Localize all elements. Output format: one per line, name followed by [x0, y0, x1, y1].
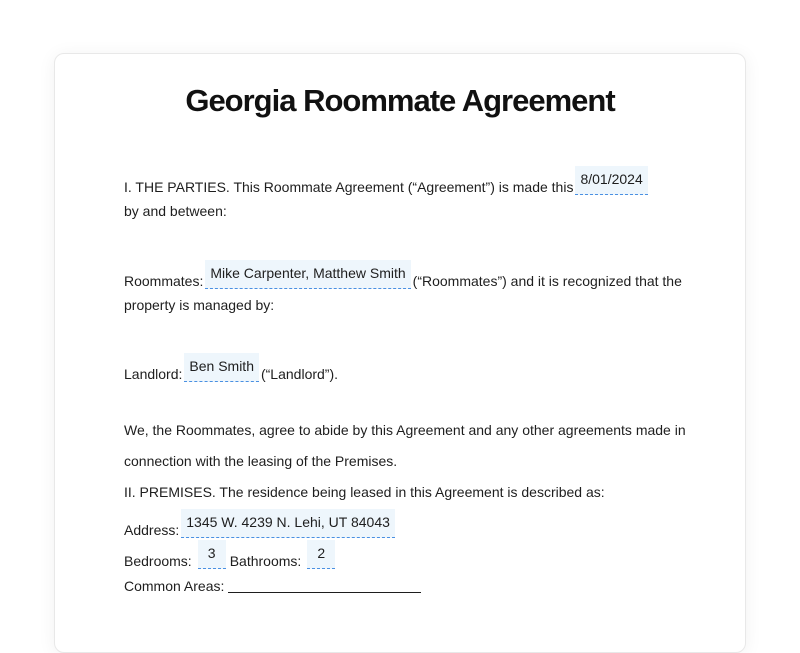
- managed-by-line: [124, 297, 274, 313]
- common-areas-label: Common Areas:: [124, 578, 225, 594]
- roommates-line: [124, 266, 682, 295]
- parties-line: [124, 172, 650, 201]
- bedrooms-field[interactable]: 3: [198, 540, 226, 569]
- common-areas-blank[interactable]: [228, 580, 421, 593]
- landlord-label: Landlord:: [124, 365, 183, 382]
- agreement-text-2: connection with the leasing of the Premises.: [124, 453, 398, 469]
- landlord-field[interactable]: Ben Smith: [184, 353, 259, 382]
- managed-by-text: property is managed by:: [124, 297, 275, 313]
- premises-heading: II. PREMISES. The residence being leased in this Agreement is described as:: [124, 484, 605, 500]
- agreement-line-1: [124, 422, 686, 438]
- by-and-between-text: by and between:: [124, 203, 227, 219]
- address-field[interactable]: 1345 W. 4239 N. Lehi, UT 84043: [181, 509, 395, 538]
- roommates-suffix-text: (“Roommates”) and it is recognized that the: [412, 272, 682, 289]
- agreement-line-2: [124, 453, 397, 469]
- roommates-label: Roommates:: [124, 272, 204, 289]
- landlord-line: [124, 359, 338, 388]
- rooms-line: [124, 546, 337, 575]
- document-title: Georgia Roommate Agreement: [185, 83, 615, 118]
- bedrooms-label: Bedrooms:: [124, 552, 192, 569]
- address-line: [124, 515, 397, 544]
- bathrooms-field[interactable]: 2: [307, 540, 335, 569]
- agreement-text-1: We, the Roommates, agree to abide by this Agreement and any other agreements made in: [124, 422, 686, 438]
- address-label: Address:: [124, 521, 180, 538]
- parties-continuation-line: [124, 203, 227, 219]
- parties-text: I. THE PARTIES. This Roommate Agreement (“Agreement”) is made this: [124, 178, 574, 195]
- date-field[interactable]: 8/01/2024: [575, 166, 647, 195]
- roommates-field[interactable]: Mike Carpenter, Matthew Smith: [205, 260, 410, 289]
- bathrooms-label: Bathrooms:: [229, 552, 302, 569]
- landlord-suffix-text: (“Landlord”).: [260, 365, 339, 382]
- premises-heading-line: [124, 484, 605, 500]
- common-areas-line: [124, 578, 421, 594]
